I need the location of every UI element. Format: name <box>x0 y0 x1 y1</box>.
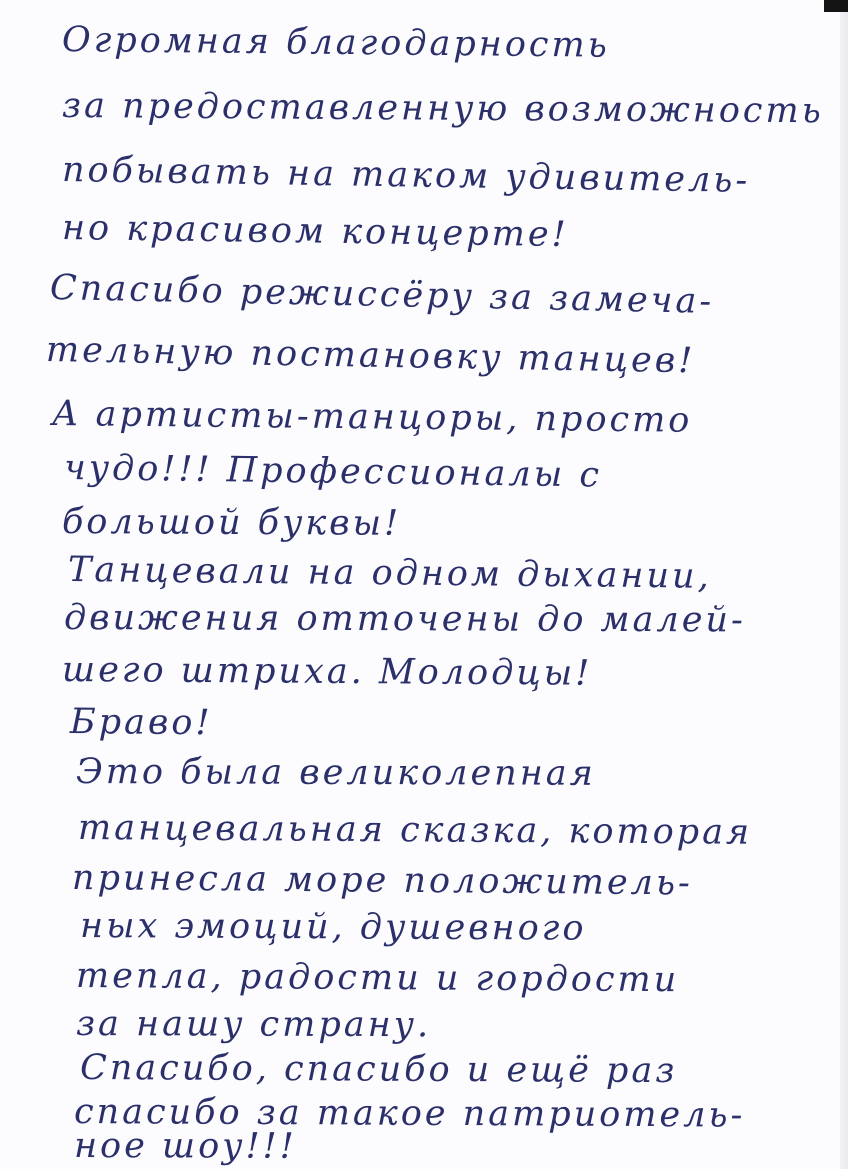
letter-line: Спасибо режиссёру за замеча- <box>49 268 715 322</box>
letter-line: танцевальная сказка, которая <box>77 808 753 853</box>
letter-line: побывать на таком удивитель- <box>61 150 751 201</box>
letter-line: принесла море положитель- <box>71 858 693 904</box>
letter-line: Спасибо, спасибо и ещё раз <box>79 1048 678 1092</box>
scan-corner-mark <box>824 0 848 12</box>
letter-line: тельную постановку танцев! <box>45 330 696 382</box>
letter-line: Браво! <box>69 702 213 744</box>
page-edge-shadow <box>840 0 848 1169</box>
letter-line: большой буквы! <box>61 502 402 544</box>
letter-line: за нашу страну. <box>75 1004 432 1046</box>
letter-line: Танцевали на одном дыхании, <box>67 550 712 597</box>
letter-line: тепла, радости и гордости <box>75 956 680 1001</box>
letter-line: Огромная благодарность <box>61 20 610 66</box>
letter-line: движения отточены до малей- <box>63 598 746 641</box>
letter-line: А артисты-танцоры, просто <box>51 394 693 441</box>
letter-line: за предоставленную возможность <box>61 86 824 132</box>
letter-line: чудо!!! Профессионалы с <box>63 448 603 496</box>
letter-line: но красивом концерте! <box>61 208 569 256</box>
letter-line: ное шоу!!! <box>73 1126 297 1167</box>
letter-line: спасибо за такое патриотель- <box>73 1092 746 1136</box>
letter-line: шего штриха. Молодцы! <box>61 650 593 694</box>
letter-line: Это была великолепная <box>75 752 596 794</box>
letter-line: ных эмоций, душевного <box>79 906 587 949</box>
